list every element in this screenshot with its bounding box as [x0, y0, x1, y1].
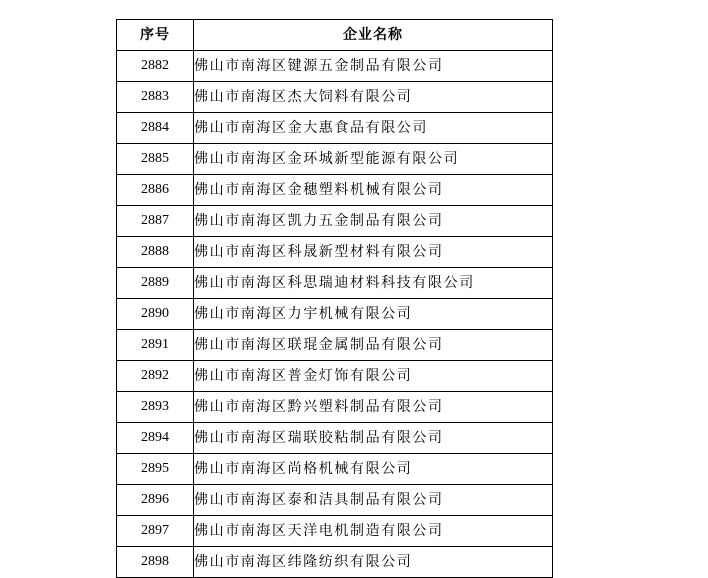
table-row	[117, 237, 553, 268]
company-name: 佛山市南海区杰大饲料有限公司	[194, 82, 553, 113]
row-number: 2882	[117, 51, 194, 82]
row-number: 2884	[117, 113, 194, 144]
company-name: 佛山市南海区泰和洁具制品有限公司	[194, 485, 553, 516]
table-row	[117, 82, 553, 113]
row-number: 2883	[117, 82, 194, 113]
row-number: 2892	[117, 361, 194, 392]
company-name: 佛山市南海区凯力五金制品有限公司	[194, 206, 553, 237]
header-company-name: 企业名称	[194, 20, 553, 51]
row-number: 2889	[117, 268, 194, 299]
table-row	[117, 299, 553, 330]
company-name: 佛山市南海区纬隆纺织有限公司	[194, 547, 553, 578]
row-number: 2896	[117, 485, 194, 516]
company-name: 佛山市南海区普金灯饰有限公司	[194, 361, 553, 392]
company-name: 佛山市南海区科思瑞迪材料科技有限公司	[194, 268, 553, 299]
table-row	[117, 392, 553, 423]
row-number: 2897	[117, 516, 194, 547]
company-name: 佛山市南海区瑞联胶粘制品有限公司	[194, 423, 553, 454]
company-table	[116, 19, 553, 578]
row-number: 2894	[117, 423, 194, 454]
row-number: 2891	[117, 330, 194, 361]
row-number: 2888	[117, 237, 194, 268]
table-row	[117, 144, 553, 175]
table-row	[117, 516, 553, 547]
table-row	[117, 206, 553, 237]
company-name: 佛山市南海区联琨金属制品有限公司	[194, 330, 553, 361]
table-row	[117, 113, 553, 144]
table-body	[117, 51, 553, 578]
company-name: 佛山市南海区金穗塑料机械有限公司	[194, 175, 553, 206]
row-number: 2887	[117, 206, 194, 237]
company-name: 佛山市南海区力宇机械有限公司	[194, 299, 553, 330]
header-row	[117, 20, 553, 51]
company-name: 佛山市南海区键源五金制品有限公司	[194, 51, 553, 82]
header-number: 序号	[117, 20, 194, 51]
company-name: 佛山市南海区科晟新型材料有限公司	[194, 237, 553, 268]
row-number: 2898	[117, 547, 194, 578]
table-row	[117, 485, 553, 516]
table-row	[117, 330, 553, 361]
company-name: 佛山市南海区黔兴塑料制品有限公司	[194, 392, 553, 423]
table-row	[117, 51, 553, 82]
row-number: 2893	[117, 392, 194, 423]
row-number: 2895	[117, 454, 194, 485]
table-row	[117, 547, 553, 578]
company-name: 佛山市南海区天洋电机制造有限公司	[194, 516, 553, 547]
company-name: 佛山市南海区尚格机械有限公司	[194, 454, 553, 485]
table-row	[117, 361, 553, 392]
table-row	[117, 175, 553, 206]
table-row	[117, 454, 553, 485]
company-name: 佛山市南海区金大惠食品有限公司	[194, 113, 553, 144]
table-row	[117, 423, 553, 454]
row-number: 2890	[117, 299, 194, 330]
company-name: 佛山市南海区金环城新型能源有限公司	[194, 144, 553, 175]
row-number: 2886	[117, 175, 194, 206]
table-row	[117, 268, 553, 299]
table-header	[117, 20, 553, 51]
row-number: 2885	[117, 144, 194, 175]
